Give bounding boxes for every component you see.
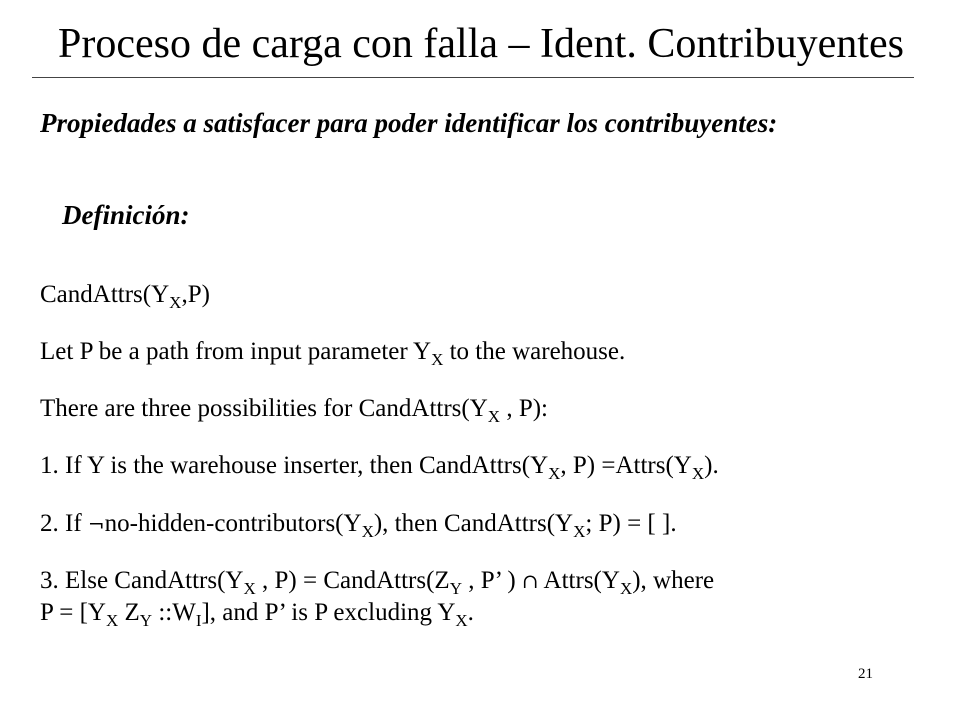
slide-title: Proceso de carga con falla – Ident. Contribuyentes <box>58 21 904 67</box>
negation-symbol: ¬ <box>87 512 105 536</box>
title-divider <box>32 77 914 78</box>
intersection-symbol: ∩ <box>521 569 539 593</box>
body-line-4: 1. If Y is the warehouse inserter, then $CandAttrs(Y_X$, $P) =Attrs(Y_X)$. <box>40 452 719 483</box>
body-line-5: 2. If $\neg no-hidden-contributors(Y_X)$, then $CandAttrs(Y_X$; P) = [ ]. <box>40 510 677 541</box>
body-line-1: $CandAttrs(Y_X,P)$ <box>40 281 210 312</box>
body-line-7: $P = [Y_X$ $Z_Y$ $::W_I$], and P’ is P excluding $Y_X$. <box>40 599 474 630</box>
section-subtitle: Propiedades a satisfacer para poder identificar los contribuyentes: <box>40 108 778 138</box>
definition-label: Definición: <box>62 200 190 230</box>
body-line-2: Let P be a path from input parameter $Y_X$ to the warehouse. <box>40 338 626 369</box>
page-number: 21 <box>858 666 873 682</box>
body-line-6: 3. Else $CandAttrs(Y_X$ , $P) = CandAttrs(Z_Y$ , P’ ) ∩ $Attrs(Y_X)$, where <box>40 567 715 598</box>
body-line-3: There are three possibilities for $CandAttrs(Y_X$ , P): <box>40 395 548 426</box>
